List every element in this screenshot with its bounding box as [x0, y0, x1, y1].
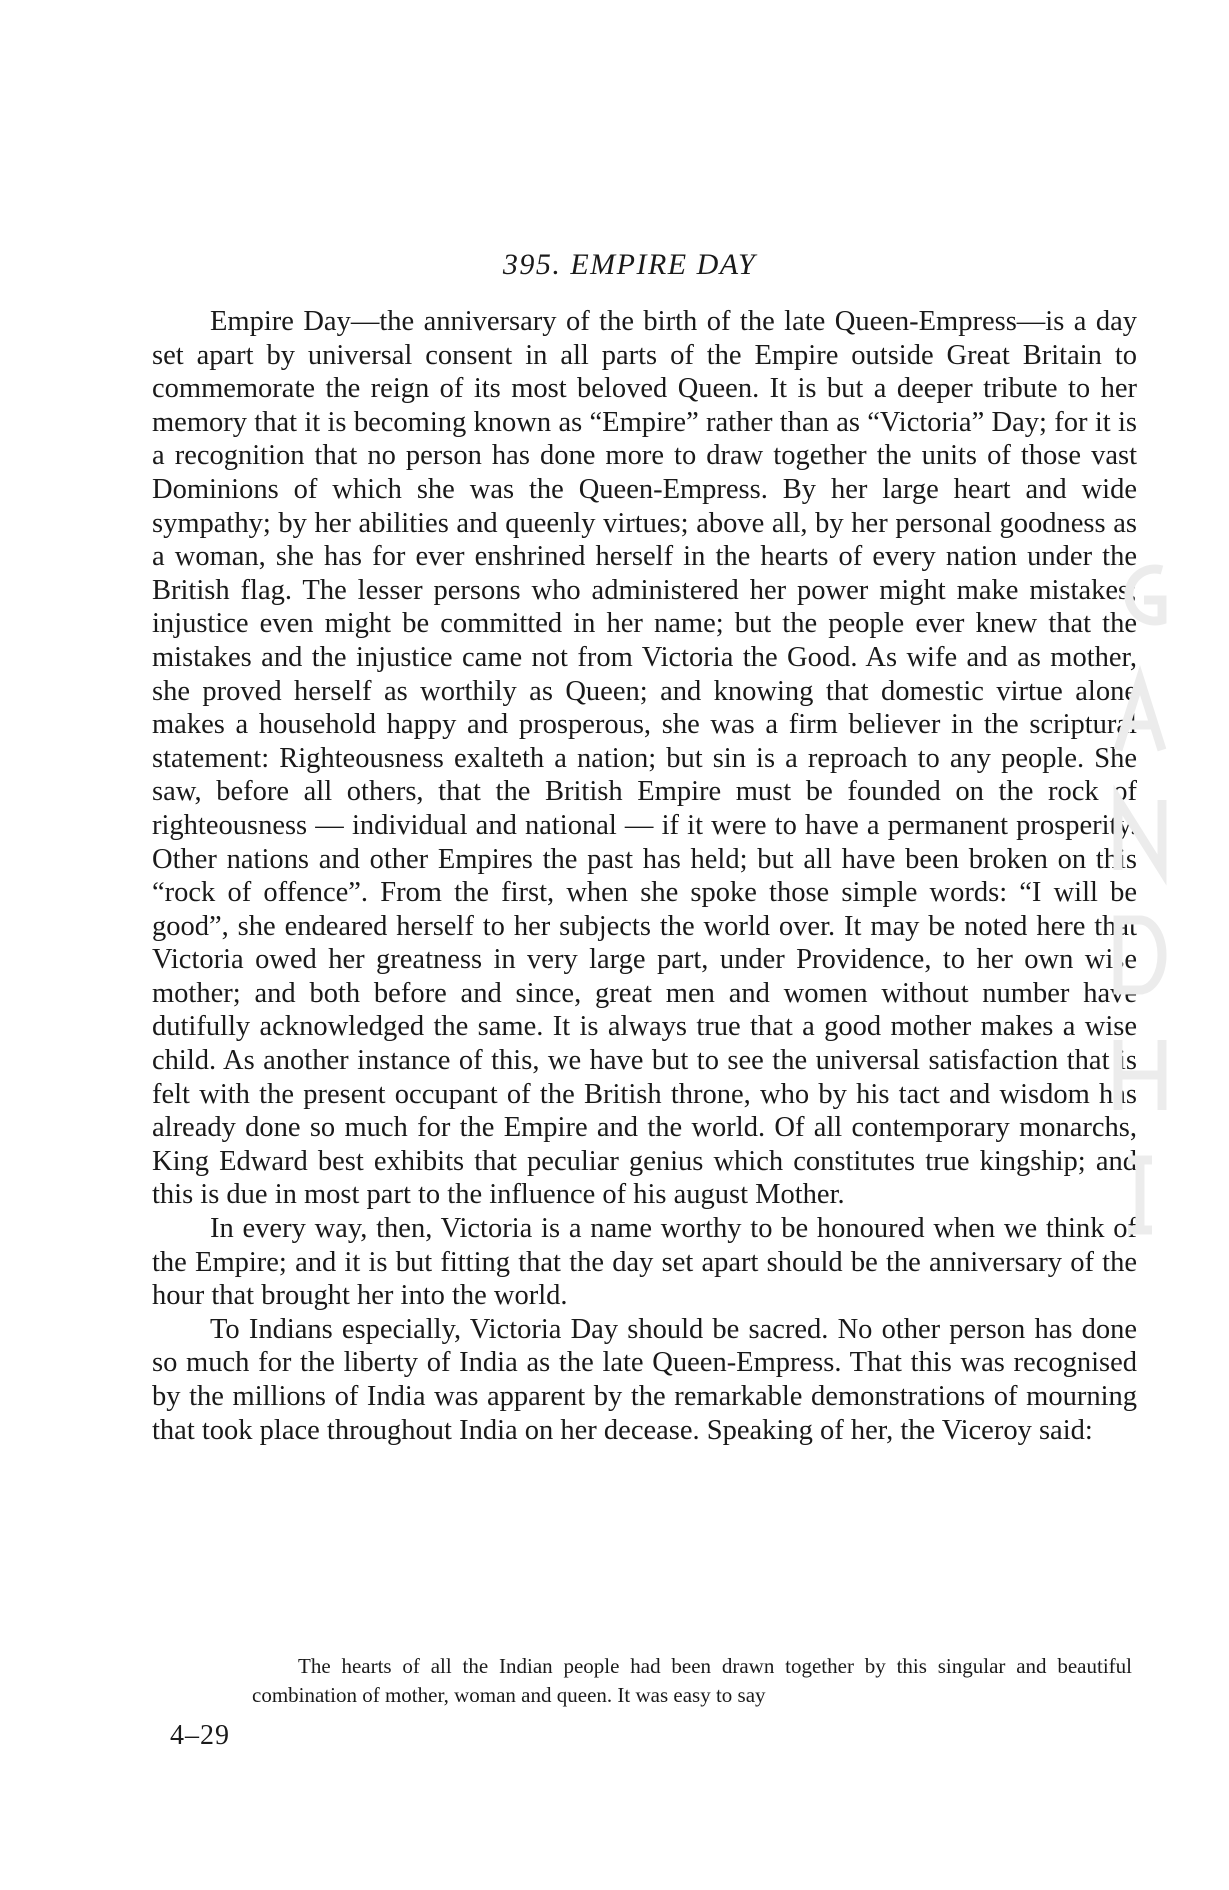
article-body — [152, 305, 1137, 1447]
paragraph-1: Empire Day—the anniversary of the birth of the late Queen-Empress—is a day set apart by universal consent in all parts of the Empire outside Great Britain to commemorate the reign of its most beloved Queen. It is but a deeper tribute to her memory that it is becoming known as “Empire” rather than as “Victoria” Day; for it is a recognition that no person has done more to draw together the units of those vast Dominions of which she was the Queen-Empress. By her large heart and wide sympathy; by her abilities and queenly virtues; above all, by her personal goodness as a woman, she has for ever enshrined herself in the hearts of every nation under the British flag. The lesser persons who administered her power might make mistakes; injustice even might be committed in her name; but the people ever knew that the mistakes and the injustice came not from Victoria the Good. As wife and as mother, she proved herself as worthily as Queen; and knowing that domestic virtue alone makes a household happy and prosperous, she was a firm believer in the scriptural statement: Righteousness exalteth a nation; but sin is a reproach to any people. She saw, before all others, that the British Empire must be founded on the rock of righteousness — individual and national — if it were to have a permanent prosperity. Other nations and other Empires the past has held; but all have been broken on this “rock of offence”. From the first, when she spoke those simple words: “I will be good”, she endeared herself to her subjects the world over. It may be noted here that Victoria owed her greatness in very large part, under Providence, to her own wise mother; and both before and since, great men and women without number have dutifully acknowledged the same. It is always true that a good mother makes a wise child. As another instance of this, we have but to see the universal satisfaction that is felt with the present occupant of the British throne, who by his tact and wisdom has already done so much for the Empire and the world. Of all contemporary monarchs, King Edward best exhibits that peculiar genius which constitutes true kingship; and this is due in most part to the influence of his august Mother. — [152, 306, 1137, 1211]
block-quote: The hearts of all the Indian people had been drawn together by this singular and beautiful combination of mother, woman and queen. It was easy to say — [252, 1654, 1132, 1707]
section-title: 395. EMPIRE DAY — [502, 248, 757, 281]
page-number: 4–29 — [170, 1720, 230, 1751]
paragraph-3: To Indians especially, Victoria Day should be sacred. No other person has done so much for the liberty of India as the late Queen-Empress. That this was recognised by the millions of India was apparent by the remarkable demonstrations of mourning that took place throughout India on her decease. Speaking of her, the Viceroy said: — [152, 1313, 1137, 1446]
paragraph-2: In every way, then, Victoria is a name worthy to be honoured when we think of the Empire; and it is but fitting that the day set apart should be the anniversary of the hour that brought her into the world. — [152, 1213, 1137, 1312]
